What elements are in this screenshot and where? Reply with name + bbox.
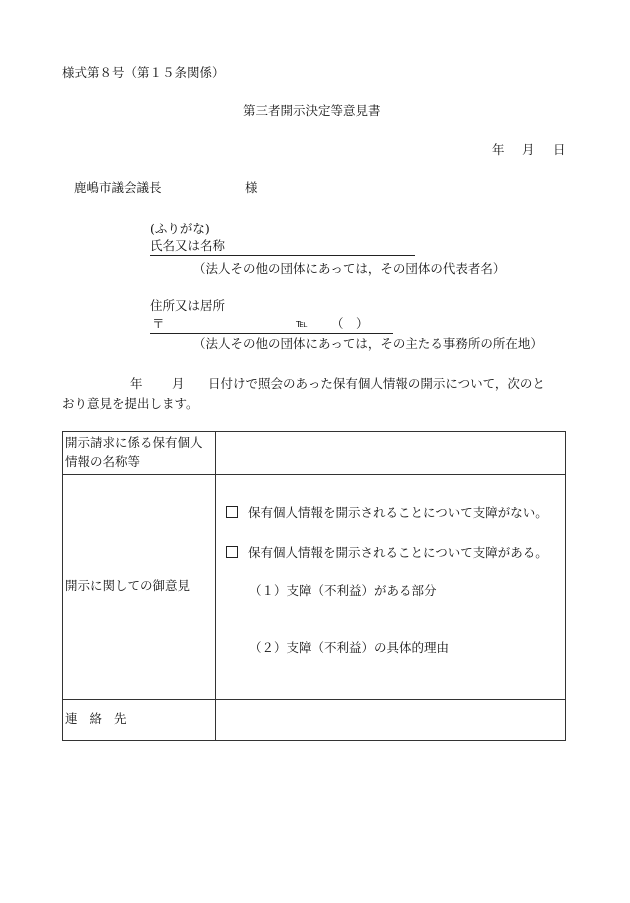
tel-mark: ℡	[296, 317, 308, 330]
name-label: 氏名又は名称	[150, 238, 226, 253]
row-label-opinion: 開示に関しての御意見	[63, 474, 216, 699]
sub-item-affected-part: （１）支障（不利益）がある部分	[249, 582, 437, 598]
furigana-label: (ふりがな)	[150, 221, 210, 236]
postal-mark: 〒	[152, 316, 165, 331]
option-issue-label: 保有個人情報を開示されることについて支障がある。	[248, 544, 548, 560]
date-year-label: 年	[492, 142, 505, 157]
option-issue[interactable]	[226, 543, 548, 561]
option-no-issue-label: 保有個人情報を開示されることについて支障がない。	[248, 504, 548, 520]
checkbox-issue[interactable]	[226, 546, 238, 558]
addressee-honorific: 様	[245, 180, 258, 195]
date-month-label: 月	[522, 142, 535, 157]
address-label: 住所又は居所	[150, 298, 226, 313]
intro-month: 月	[172, 376, 185, 391]
intro-line-2: おり意見を提出します。	[62, 396, 199, 411]
opinion-table	[62, 431, 566, 741]
row-label-contact: 連 絡 先	[63, 699, 216, 740]
date-day-label: 日	[553, 142, 566, 157]
checkbox-no-issue[interactable]	[226, 506, 238, 518]
opinion-content	[216, 475, 565, 699]
opinion-value-cell	[216, 474, 566, 699]
sub-item-specific-reason: （２）支障（不利益）の具体的理由	[249, 639, 450, 655]
intro-line-1: 日付けで照会のあった保有個人情報の開示について，次のと	[208, 376, 545, 391]
table-row-opinion	[63, 474, 566, 699]
option-no-issue[interactable]	[226, 503, 548, 521]
address-note: （法人その他の団体にあっては，その主たる事務所の所在地）	[193, 336, 543, 351]
address-field-line	[150, 318, 393, 334]
name-field-line	[150, 240, 415, 256]
row-label-item-name: 開示請求に係る保有個人情報の名称等	[63, 432, 216, 475]
tel-parentheses: （ ）	[331, 316, 369, 331]
form-number: 様式第８号（第１５条関係）	[62, 65, 225, 80]
table-row-contact	[63, 699, 566, 740]
addressee-name: 鹿嶋市議会議長	[74, 180, 162, 195]
document-title: 第三者開示決定等意見書	[243, 103, 381, 118]
table-row-item-name	[63, 432, 566, 475]
contact-value-cell[interactable]	[216, 699, 566, 740]
item-name-value-cell[interactable]	[216, 432, 566, 475]
name-note: （法人その他の団体にあっては，その団体の代表者名）	[193, 261, 506, 276]
intro-year: 年	[130, 376, 143, 391]
